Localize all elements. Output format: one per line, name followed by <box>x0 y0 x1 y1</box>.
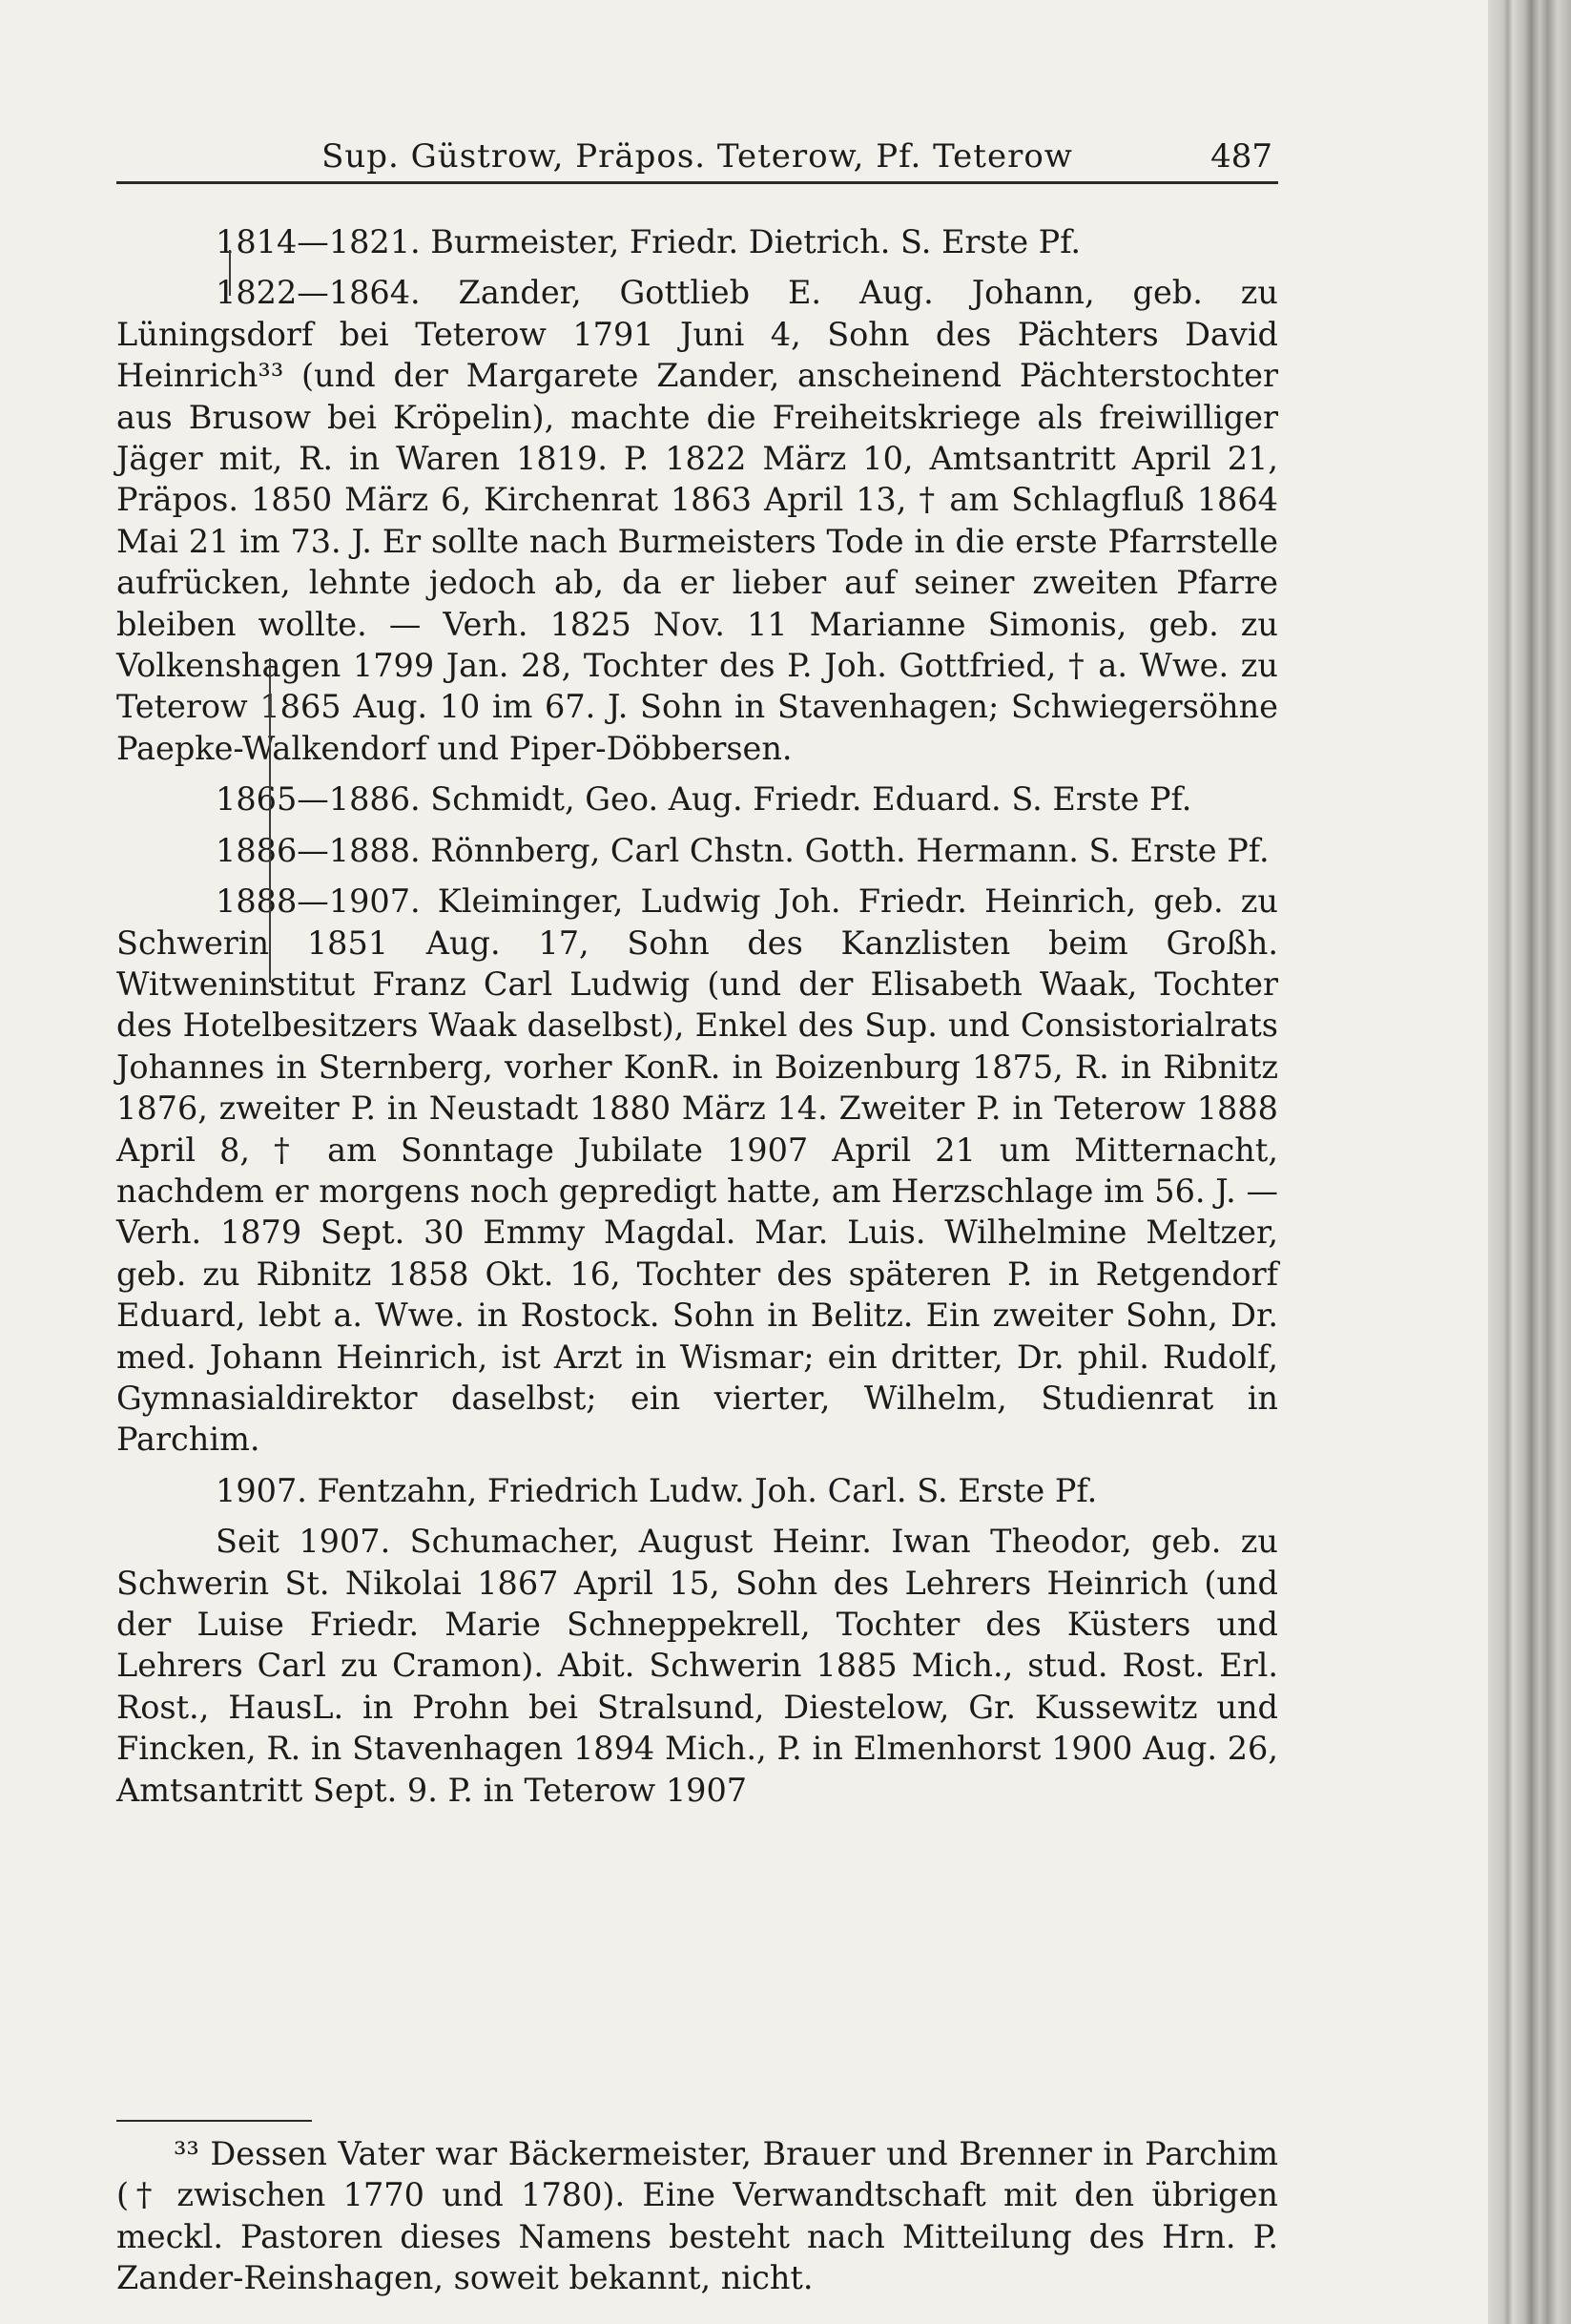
page-header <box>116 132 1278 184</box>
main-text <box>116 221 1278 1820</box>
footnote-33: ³³ Dessen Vater war Bäckermeister, Brauer und Brenner in Parchim († zwischen 1770 und 1780). Eine Verwandtschaft mit den übrigen meckl. Pastoren dieses Namens besteht nach Mitteilung des Hrn. P. Zander-Reinshagen, soweit bekannt, nicht. <box>116 2135 1278 2297</box>
entry-kleiminger: 1888—1907. Kleiminger, Ludwig Joh. Friedr. Heinrich, geb. zu Schwerin 1851 Aug. 17, Sohn des Kanzlisten beim Großh. Witweninstitut Franz Carl Ludwig (und der Elisabeth Waak, Tochter des Hotelbesitzers Waak daselbst), Enkel des Sup. und Consistorialrats Johannes in Sternberg, vorher KonR. in Boizenburg 1875, R. in Ribnitz 1876, zweiter P. in Neustadt 1880 März 14. Zweiter P. in Teterow 1888 April 8, † am Sonntage Jubilate 1907 April 21 um Mitternacht, nachdem er morgens noch gepredigt hatte, am Herzschlage im 56. J. — Verh. 1879 Sept. 30 Emmy Magdal. Mar. Luis. Wilhelmine Meltzer, geb. zu Ribnitz 1858 Okt. 16, Tochter des späteren P. in Retgendorf Eduard, lebt a. Wwe. in Rostock. Sohn in Belitz. Ein zweiter Sohn, Dr. med. Johann Heinrich, ist Arzt in Wismar; ein dritter, Dr. phil. Rudolf, Gymnasialdirektor daselbst; ein vierter, Wilhelm, Studienrat in Parchim. <box>116 882 1278 1459</box>
entry-burmeister: 1814—1821. Burmeister, Friedr. Dietrich. S. Erste Pf. <box>216 223 1082 260</box>
entry-schmidt: 1865—1886. Schmidt, Geo. Aug. Friedr. Eduard. S. Erste Pf. <box>216 780 1192 819</box>
page-number: 487 <box>1210 137 1272 176</box>
entry-zander: 1822—1864. Zander, Gottlieb E. Aug. Johann, geb. zu Lüningsdorf bei Teterow 1791 Juni 4, Sohn des Pächters David Heinrich³³ (und der Margarete Zander, anscheinend Pächterstochter aus Brusow bei Kröpelin), machte die Freiheitskriege als freiwilliger Jäger mit, R. in Waren 1819. P. 1822 März 10, Amtsantritt April 21, Präpos. 1850 März 6, Kirchenrat 1863 April 13, † am Schlagfluß 1864 Mai 21 im 73. J. Er sollte nach Burmeisters Tode in die erste Pfarrstelle aufrücken, lehnte jedoch ab, da er lieber auf seiner zweiten Pfarre bleiben wollte. — Verh. 1825 Nov. 11 Marianne Simonis, geb. zu Volkenshagen 1799 Jan. 28, Tochter des P. Joh. Gottfried, † a. Wwe. zu Teterow 1865 Aug. 10 im 67. J. Sohn in Stavenhagen; Schwiegersöhne Paepke-Walkendorf und Piper-Döbbersen. <box>116 274 1278 767</box>
entry-roennberg: 1886—1888. Rönnberg, Carl Chstn. Gotth. Hermann. S. Erste Pf. <box>216 831 1270 869</box>
scan-artifact-line <box>229 250 231 296</box>
scan-artifact-line <box>269 658 271 983</box>
footnote-rule <box>116 2120 312 2122</box>
running-head: Sup. Güstrow, Präpos. Teterow, Pf. Teterow <box>321 137 1073 176</box>
entry-schumacher: Seit 1907. Schumacher, August Heinr. Iwan Theodor, geb. zu Schwerin St. Nikolai 1867 April 15, Sohn des Lehrers Heinrich (und der Luise Friedr. Marie Schneppekrell, Tochter des Küsters und Lehrers Carl zu Cramon). Abit. Schwerin 1885 Mich., stud. Rost. Erl. Rost., HausL. in Prohn bei Stralsund, Diestelow, Gr. Kussewitz und Fincken, R. in Stavenhagen 1894 Mich., P. in Elmenhorst 1900 Aug. 26, Amtsantritt Sept. 9. P. in Teterow 1907 <box>116 1523 1278 1809</box>
entry-fentzahn: 1907. Fentzahn, Friedrich Ludw. Joh. Carl. S. Erste Pf. <box>216 1471 1098 1509</box>
footnote-block <box>116 2133 1278 2299</box>
book-edge-gutter <box>1488 0 1571 2324</box>
